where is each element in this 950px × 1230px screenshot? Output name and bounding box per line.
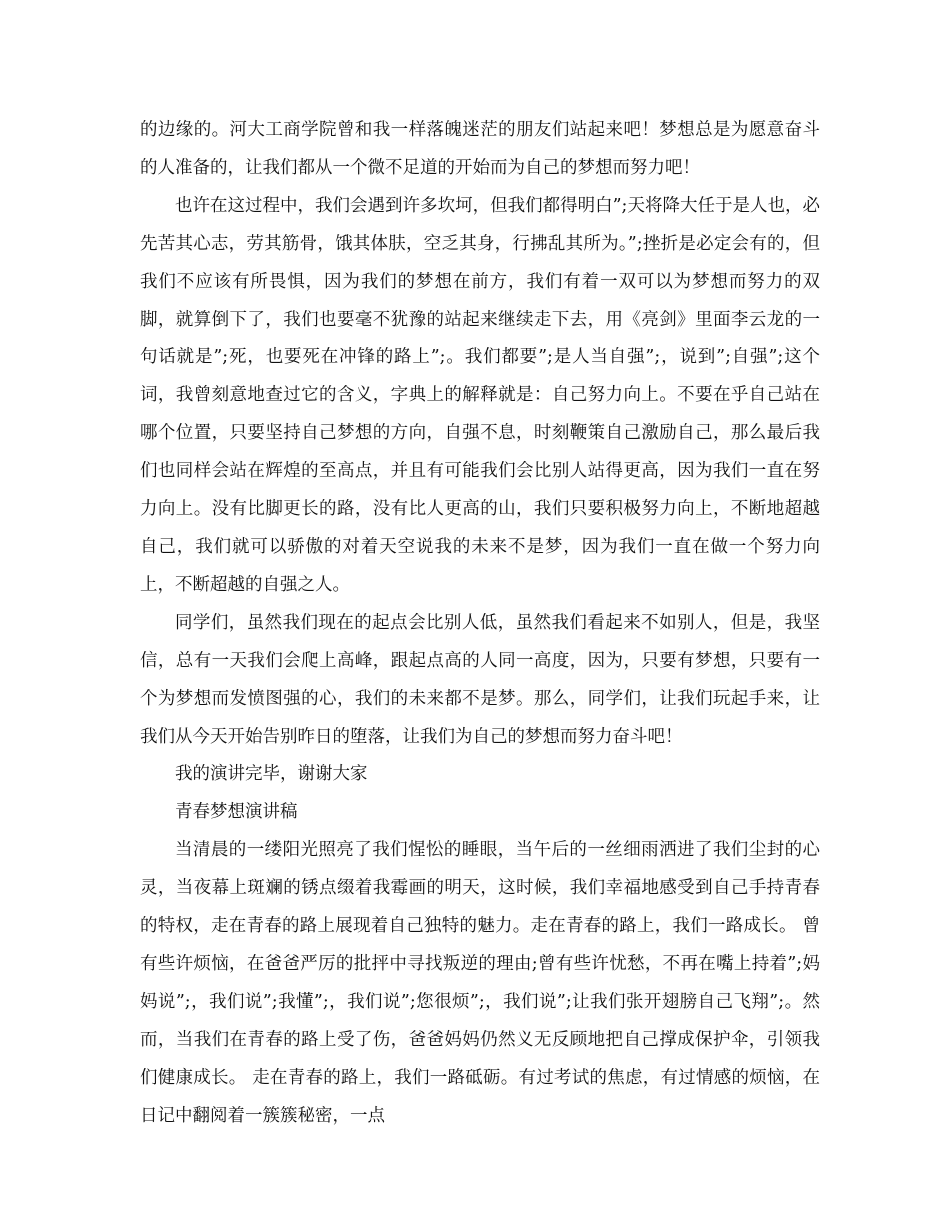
paragraph-youth: 当清晨的一缕阳光照亮了我们惺忪的睡眼，当午后的一丝细雨洒进了我们尘封的心灵，当夜幕上斑斓的锈点缀着我霉画的明天，这时候，我们幸福地感受到自己手持青春的特权，走在青春的路上展现着自己独特的魅力。走在青春的路上，我们一路成长。 曾有些许烦恼，在爸爸严厉的批抨中寻找叛逆的理由;曾有些许忧愁，不再在嘴上持着”;妈妈说”;，我们说”;我懂”;，我们说”;您很烦”;，我们说”;让我们张开翅膀自己飞翔”;。然而，当我们在青春的路上受了伤，爸爸妈妈仍然义无反顾地把自己撑成保护伞，引领我们健康成长。 走在青春的路上，我们一路砥砺。有过考试的焦虑，有过情感的烦恼，在日记中翻阅着一簇簇秘密，一点 — [140, 840, 820, 1126]
paragraph-continuation: 的边缘的。河大工商学院曾和我一样落魄迷茫的朋友们站起来吧！梦想总是为愿意奋斗的人准备的，让我们都从一个微不足道的开始而为自己的梦想而努力吧！ — [140, 120, 820, 178]
paragraph-closing: 我的演讲完毕，谢谢大家 — [175, 764, 368, 785]
paragraph-perseverance: 也许在这过程中，我们会遇到许多坎坷，但我们都得明白”;天将降大任于是人也，必先苦其心志，劳其筋骨，饿其体肤，空乏其身，行拂乱其所为。”;挫折是必定会有的，但我们不应该有所畏惧，因为我们的梦想在前方，我们有着一双可以为梦想而努力的双脚，就算倒下了，我们也要毫不犹豫的站起来继续走下去，用《亮剑》里面李云龙的一句话就是”;死，也要死在冲锋的路上”;。我们都要”;是人当自强”;，说到”;自强”;这个词，我曾刻意地查过它的含义，字典上的解释就是：自己努力向上。不要在乎自己站在哪个位置，只要坚持自己梦想的方向，自强不息，时刻鞭策自己激励自己，那么最后我们也同样会站在辉煌的至高点，并且有可能我们会比别人站得更高，因为我们一直在努力向上。没有比脚更长的路，没有比人更高的山，我们只要积极努力向上，不断地超越自己，我们就可以骄傲的对着天空说我的未来不是梦，因为我们一直在做一个努力向上，不断超越的自强之人。 — [140, 195, 820, 595]
section-title: 青春梦想演讲稿 — [175, 802, 298, 823]
document-body — [140, 112, 820, 1135]
paragraph-classmates: 同学们，虽然我们现在的起点会比别人低，虽然我们看起来不如别人，但是，我坚信，总有一天我们会爬上高峰，跟起点高的人同一高度，因为，只要有梦想，只要有一个为梦想而发愤图强的心，我们的未来都不是梦。那么，同学们，让我们玩起手来，让我们从今天开始告别昨日的堕落，让我们为自己的梦想而努力奋斗吧！ — [140, 612, 820, 747]
